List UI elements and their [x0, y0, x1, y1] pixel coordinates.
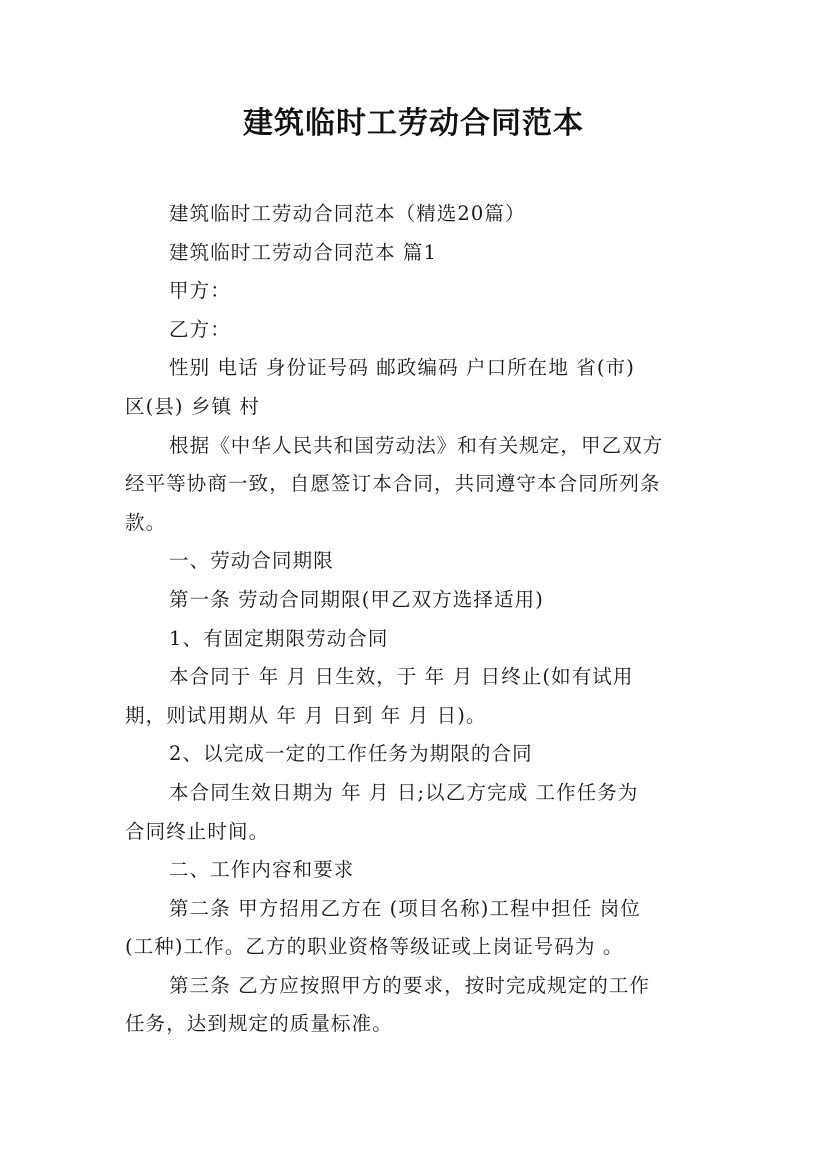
party-a-line: 甲方：	[169, 279, 231, 303]
paragraph-line-cont: 款。	[125, 510, 167, 534]
subtitle-line: 建筑临时工劳动合同范本（精选20篇）	[169, 202, 526, 225]
party-b-line: 乙方：	[169, 317, 231, 341]
section-heading-line: 建筑临时工劳动合同范本 篇1	[169, 240, 438, 264]
section-heading: 一、劳动合同期限	[169, 549, 334, 573]
paragraph-line-cont: 合同终止时间。	[125, 819, 270, 843]
item-line: 2、以完成一定的工作任务为期限的合同	[169, 742, 533, 766]
paragraph-line: 根据《中华人民共和国劳动法》和有关规定，甲乙双方	[169, 433, 664, 457]
paragraph-line-cont: 期，则试用期从 年 月 日到 年 月 日)。	[125, 703, 487, 727]
section-heading: 二、工作内容和要求	[169, 858, 355, 882]
article-line: 第一条 劳动合同期限(甲乙双方选择适用)	[169, 587, 544, 611]
item-line: 1、有固定期限劳动合同	[169, 626, 389, 650]
personal-info-line-cont: 区(县) 乡镇 村	[125, 394, 261, 418]
article-line-cont: (工种)工作。乙方的职业资格等级证或上岗证号码为 。	[125, 935, 624, 959]
document-title: 建筑临时工劳动合同范本	[243, 106, 584, 141]
paragraph-line: 本合同生效日期为 年 月 日;以乙方完成 工作任务为	[169, 780, 639, 804]
paragraph-line-cont: 经平等协商一致，自愿签订本合同，共同遵守本合同所列条	[125, 472, 661, 496]
document-body	[125, 195, 703, 1044]
article-line: 第三条 乙方应按照甲方的要求，按时完成规定的工作	[169, 973, 651, 997]
article-line-cont: 任务，达到规定的质量标准。	[125, 1012, 393, 1036]
article-line: 第二条 甲方招用乙方在 (项目名称)工程中担任 岗位	[169, 896, 641, 920]
paragraph-line: 本合同于 年 月 日生效，于 年 月 日终止(如有试用	[169, 665, 634, 689]
personal-info-line: 性别 电话 身份证号码 邮政编码 户口所在地 省(市)	[169, 356, 635, 380]
